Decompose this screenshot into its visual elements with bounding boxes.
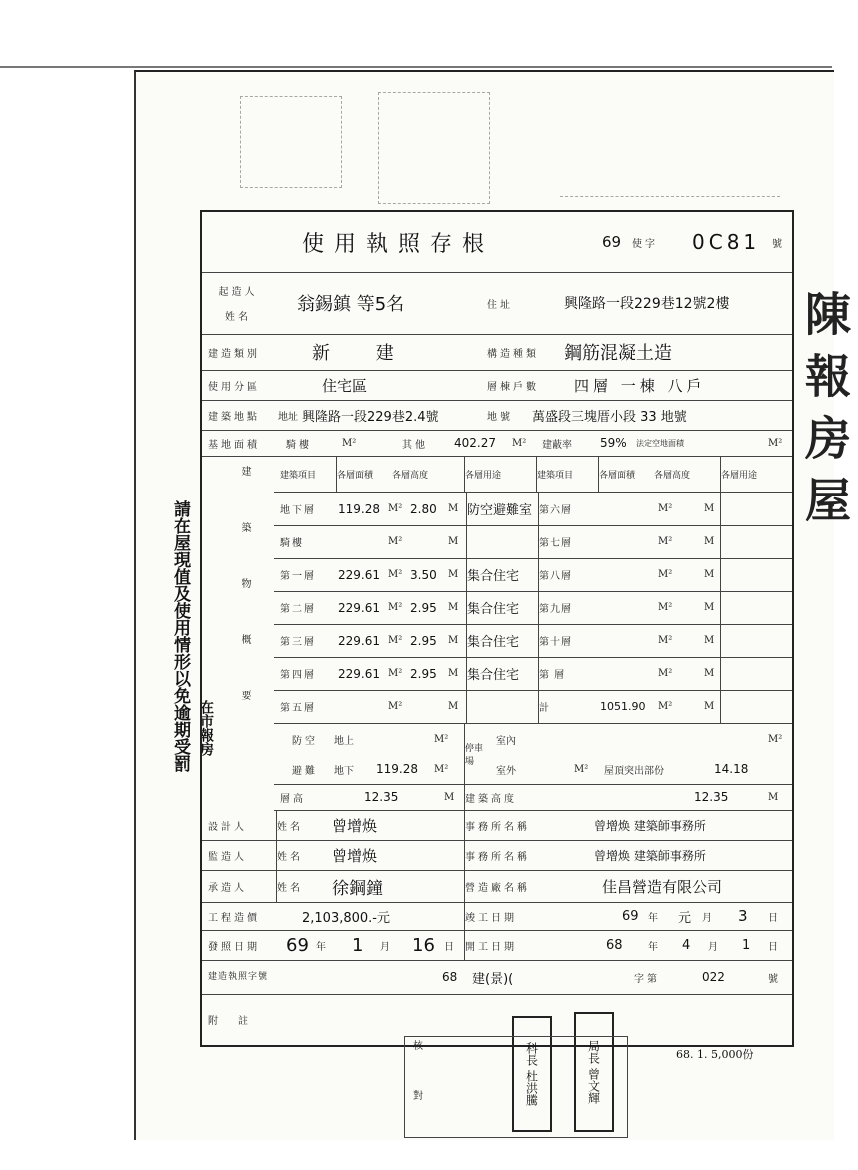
items-header-left: 建築項目: [280, 470, 317, 481]
issue-day: 16: [412, 934, 435, 956]
floor-area: [338, 525, 388, 558]
area-header-left: 各層面積: [336, 456, 387, 492]
floor-label: 第四層: [280, 670, 316, 681]
completion-day-unit: 日: [768, 912, 781, 924]
supervisor-name-label: 姓名: [276, 840, 317, 870]
structure-label: 構造種類: [487, 348, 539, 360]
floor-use: 集合住宅: [466, 657, 535, 690]
height-row: [274, 784, 792, 811]
floor-row: [274, 690, 792, 724]
arcade-label: 騎樓: [286, 439, 312, 451]
cost-row: [202, 902, 792, 931]
structure-value: 鋼筋混凝土造: [564, 343, 672, 364]
issue-month: 1: [352, 934, 364, 956]
floors-units-value: 四層 一棟 八戶: [574, 376, 706, 395]
floor-label-right: 第九層: [538, 591, 597, 624]
shelter-label-bottom: 避難: [292, 765, 318, 777]
builder-label: [208, 272, 268, 334]
license-word: 使字: [632, 238, 658, 250]
lot-label: 地號: [487, 411, 513, 423]
floor-area-unit: M²: [388, 668, 403, 679]
site-row: [202, 400, 792, 431]
designer-name-label: 姓名: [276, 810, 317, 840]
start-month-unit: 月: [708, 941, 721, 953]
floor-height-unit-right: M: [704, 602, 715, 613]
builder-label-bottom: 姓名: [225, 312, 251, 323]
floor-height: 2.95: [410, 633, 437, 648]
floor-row: [274, 558, 792, 592]
other-area: 402.27: [454, 436, 496, 450]
top-middle-stamp: [378, 92, 490, 204]
issue-row: [202, 930, 792, 961]
floor-height-unit: M: [448, 701, 459, 712]
area-header-right: 各層面積: [598, 456, 649, 492]
start-month: 4: [682, 937, 691, 953]
parking-label: 停車場: [464, 724, 491, 784]
floor-table-header: [274, 456, 792, 493]
designer-label: 設計人: [208, 821, 247, 833]
floor-area-unit: M²: [388, 536, 403, 547]
license-hao-unit: 號: [768, 973, 781, 985]
floor-height-unit: M: [448, 635, 459, 646]
site-area-label: 基地面積: [208, 439, 260, 451]
build-type-value: 新 建: [312, 343, 414, 364]
contractor-name: 徐鋼鐘: [332, 878, 383, 899]
parking-unit: M²: [574, 763, 589, 775]
storey-height-label: 層高: [280, 793, 306, 805]
building-height-label: 建築高度: [464, 784, 605, 810]
floor-area-unit-right: M²: [658, 635, 673, 646]
issue-label: 發照日期: [208, 941, 260, 953]
floor-area-unit-right: M²: [658, 668, 673, 679]
floor-height-unit-right: M: [704, 569, 715, 580]
floor-area-unit: M²: [388, 635, 403, 646]
completion-year: 69: [622, 908, 639, 924]
floor-area-unit: M²: [388, 569, 403, 580]
floor-height-unit: M: [448, 668, 459, 679]
arcade-unit: M²: [342, 437, 357, 449]
form-title: 使用執照存根: [302, 231, 495, 257]
underground-label: 地下: [334, 765, 354, 777]
cost-label: 工程造價: [208, 912, 260, 924]
floor-use-right: [720, 624, 791, 657]
contractor-row: [202, 870, 792, 903]
floor-use: 防空避難室: [466, 492, 535, 525]
license-hao: 號: [772, 238, 785, 250]
license-year-value: 68: [442, 970, 458, 984]
floor-label: 第五層: [280, 703, 316, 714]
site-area-row: [202, 430, 792, 457]
floor-height: 2.80: [410, 501, 437, 516]
license-number: 0C81: [692, 230, 761, 254]
floor-height-unit-right: M: [704, 503, 715, 514]
floor-row: [274, 657, 792, 691]
site-lot: 萬盛段三塊厝小段 33 地號: [532, 409, 687, 425]
floor-area-unit: M²: [388, 701, 403, 712]
floor-label-right: 第十層: [538, 624, 597, 657]
floor-use-right: [720, 690, 791, 723]
floor-label-right: 第八層: [538, 558, 597, 591]
issue-month-unit: 月: [380, 941, 393, 953]
chief-seal: 局長 曾文輝: [574, 1012, 614, 1132]
completion-day: 3: [738, 907, 748, 925]
underground-unit: M²: [434, 763, 449, 775]
building-height-unit: M: [768, 791, 779, 803]
contractor-company: 佳昌營造有限公司: [602, 877, 723, 896]
site-label: 建築地點: [208, 411, 260, 423]
contractor-name-label: 姓名: [276, 870, 317, 902]
side-notice: 請在屋現值及使用情形以免逾期受罰: [170, 500, 190, 772]
items-header-right: 建築項目: [536, 456, 587, 492]
contractor-label: 承造人: [208, 882, 247, 894]
supervisor-label: 監造人: [208, 851, 247, 863]
zone-value: 住宅區: [322, 376, 368, 395]
roof-unit: M²: [768, 733, 783, 745]
floor-label: 第二層: [280, 604, 316, 615]
check-mark-label: 核對: [410, 1040, 422, 1140]
floor-height-unit: M: [448, 569, 459, 580]
floor-use: 集合住宅: [466, 624, 535, 657]
floor-use: [466, 525, 535, 558]
other-label: 其他: [402, 439, 428, 451]
supervisor-office-label: 事務所名稱: [464, 840, 585, 870]
license-row: [202, 960, 792, 995]
builder-address: 興隆路一段229巷12號2樓: [564, 296, 730, 312]
issue-day-unit: 日: [444, 941, 457, 953]
outdoor-label: 室外: [496, 765, 516, 777]
floor-height: [410, 525, 446, 558]
floor-height: 3.50: [410, 567, 437, 582]
floor-use: 集合住宅: [466, 591, 535, 624]
license-year: 69: [602, 233, 622, 251]
floor-area-unit-right: M²: [658, 602, 673, 613]
license-char: 建(景)(: [472, 971, 514, 987]
floor-row: [274, 624, 792, 658]
floor-height: 2.95: [410, 600, 437, 615]
roof-label: 屋頂突出部份: [604, 765, 664, 777]
floor-height-unit: M: [448, 536, 459, 547]
floor-label-right: 第 層: [538, 657, 597, 690]
floor-row: [274, 492, 792, 526]
build-type-label: 建造類別: [208, 348, 260, 360]
license-label: 建造執照字號: [208, 972, 269, 982]
total-area: 1051.90: [600, 700, 646, 713]
print-info: 68. 1. 5,000份: [676, 1048, 754, 1061]
floor-row: [274, 591, 792, 625]
floor-area: 229.61: [338, 633, 380, 648]
floor-height-unit: M: [448, 602, 459, 613]
shelter-underground: 119.28: [376, 762, 418, 776]
contractor-company-label: 營造廠名稱: [464, 870, 585, 902]
storey-height-unit: M: [444, 791, 455, 803]
margin-large-text: 陳 報 房 屋: [798, 290, 852, 523]
above-ground-unit: M²: [434, 733, 449, 745]
designer-row: [202, 810, 792, 841]
top-right-stamp: [560, 162, 780, 197]
indoor-label: 室內: [496, 735, 516, 747]
start-day: 1: [742, 937, 751, 953]
storey-height: 12.35: [364, 790, 399, 804]
completion-month: 元: [678, 910, 692, 926]
floor-use: 集合住宅: [466, 558, 535, 591]
seal-box: [404, 1036, 628, 1138]
floor-use-right: [720, 558, 791, 591]
roof-area: 14.18: [714, 762, 749, 776]
floor-area-unit: M²: [388, 503, 403, 514]
license-form: [200, 210, 794, 1047]
use-header-right: 各層用途: [720, 456, 791, 492]
floor-label: 第三層: [280, 637, 316, 648]
designer-name: 曾增焕: [332, 816, 378, 835]
floors-units-label: 層棟戶數: [487, 381, 539, 393]
scan-edge-line: [0, 66, 832, 68]
floor-label: 騎樓: [280, 538, 304, 549]
build-type-row: [202, 334, 792, 371]
license-num: 022: [702, 970, 725, 984]
shelter-row: [274, 724, 792, 785]
license-word-unit: 字第: [634, 973, 660, 985]
floor-area-unit-right: M²: [658, 536, 673, 547]
supervisor-row: [202, 840, 792, 871]
supervisor-name: 曾增焕: [332, 846, 378, 865]
floor-height-unit-right: M: [704, 701, 715, 712]
completion-month-unit: 月: [702, 912, 715, 924]
floor-label-right: 第六層: [538, 492, 597, 525]
site-address: 興隆路一段229巷2.4號: [302, 409, 439, 425]
start-day-unit: 日: [768, 941, 781, 953]
floor-height: 2.95: [410, 666, 437, 681]
floor-use-right: [720, 657, 791, 690]
start-label: 開工日期: [464, 930, 585, 960]
completion-year-unit: 年: [648, 912, 661, 924]
officer-seal: 科長 杜洪騰: [512, 1016, 552, 1132]
floor-area-unit-right: M²: [658, 569, 673, 580]
height-header-left: 各層高度: [392, 470, 429, 481]
top-left-stamp: [240, 96, 342, 188]
floor-area: 119.28: [338, 501, 380, 516]
issue-year: 69: [286, 934, 309, 956]
builder-name: 翁錫鎮 等5名: [297, 294, 405, 315]
site-addr-label: 地址: [278, 411, 298, 423]
height-header-right: 各層高度: [654, 470, 691, 481]
completion-label: 竣工日期: [464, 902, 585, 930]
above-ground-label: 地上: [334, 735, 354, 747]
floor-use: [466, 690, 535, 723]
floor-area: [338, 690, 388, 723]
floor-area-unit: M²: [388, 602, 403, 613]
floor-label: 第一層: [280, 571, 316, 582]
floor-label: 地下層: [280, 505, 316, 516]
other-unit: M²: [512, 437, 527, 449]
floor-height-unit-right: M: [704, 668, 715, 679]
floor-use-right: [720, 492, 791, 525]
floor-area-unit-right: M²: [658, 503, 673, 514]
zone-row: [202, 370, 792, 401]
floor-height-unit-right: M: [704, 536, 715, 547]
shelter-label-top: 防空: [292, 735, 318, 747]
start-year: 68: [606, 937, 623, 953]
floor-use-right: [720, 525, 791, 558]
building-height: 12.35: [694, 790, 729, 804]
start-year-unit: 年: [648, 941, 661, 953]
side-notice-b: 在市報房: [198, 700, 214, 756]
shelter-label: [280, 724, 330, 784]
floor-area-unit-right: M²: [658, 701, 673, 712]
floor-height-unit-right: M: [704, 635, 715, 646]
coverage-value: 59%: [600, 436, 627, 450]
floor-area: 229.61: [338, 567, 380, 582]
zone-label: 使用分區: [208, 381, 260, 393]
builder-row: [202, 272, 792, 335]
issue-year-unit: 年: [316, 941, 329, 953]
address-label: 住址: [487, 299, 513, 311]
floor-row: [274, 525, 792, 559]
open-space-label: 法定空地面積: [636, 438, 684, 448]
floor-use-right: [720, 591, 791, 624]
floor-label-right: 第七層: [538, 525, 597, 558]
floor-height: [410, 690, 446, 723]
cost-value: 2,103,800.-元: [302, 910, 390, 926]
remarks-label: 附註: [208, 1015, 268, 1027]
builder-label-top: 起造人: [218, 287, 258, 298]
header-row: [202, 212, 792, 273]
coverage-label: 建蔽率: [542, 439, 572, 451]
use-header-left: 各層用途: [464, 456, 535, 492]
supervisor-office: 曾增焕 建築師事務所: [594, 848, 706, 863]
summary-vertical-label: 建築物概要: [239, 466, 250, 746]
floor-height-unit: M: [448, 503, 459, 514]
floor-area: 229.61: [338, 600, 380, 615]
floor-label-right: 計: [538, 690, 597, 723]
open-space-unit: M²: [768, 437, 783, 449]
designer-office-label: 事務所名稱: [464, 810, 585, 840]
floor-area: 229.61: [338, 666, 380, 681]
designer-office: 曾增焕 建築師事務所: [594, 818, 706, 833]
